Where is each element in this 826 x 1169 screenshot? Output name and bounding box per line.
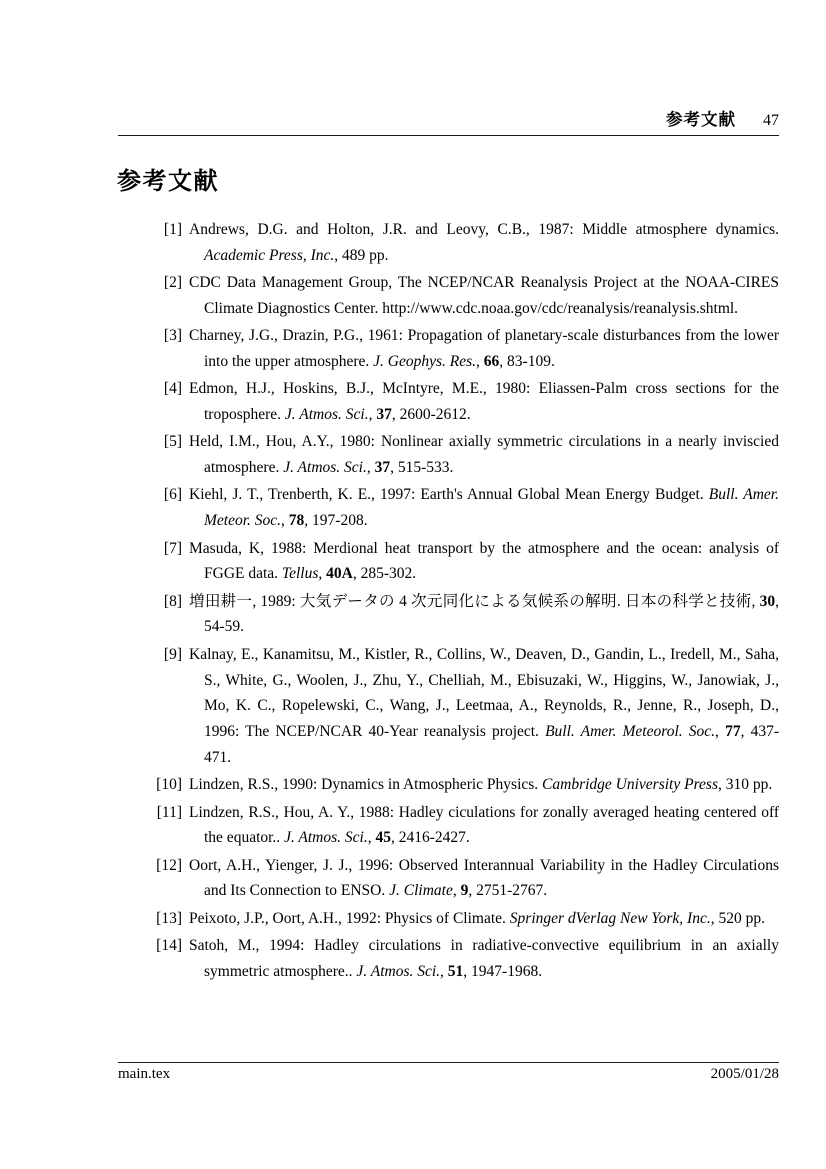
reference-number-label: [4] [163,380,182,398]
reference-text-segment: 40A [326,565,353,583]
reference-item [118,642,779,771]
reference-text-segment: 30 [759,592,776,610]
reference-text-segment: , 1947-1968. [463,962,543,980]
reference-text-segment: 77 [725,723,741,741]
footer-filename: main.tex [118,1066,171,1082]
reference-text-segment: Kiehl, J. T., Trenberth, K. E., 1997: Earth's Annual Global Mean Energy Budget. [189,486,709,504]
reference-text-segment: Kalnay, E., Kanamitsu, M., Kistler, R., Collins, W., Deaven, D., Gandin, L., Iredell, M., Saha, S., White, G., Woolen, J., Zhu, Y., Chelliah, M., Ebisuzaki, W., Higgins, W., Janowiak, J., Mo, K. C., Ropelewski, C., Wang, J., Leetmaa, A., Reynolds, R., Jenne, R., Joseph, D., 1996: The NCEP/NCAR 40-Year reanalysis project. [189,645,779,741]
reference-text-segment: J. Atmos. Sci. [284,829,368,847]
reference-text-segment: 78 [288,512,305,530]
reference-item [118,933,779,985]
reference-item [118,589,779,641]
reference-text-segment: CDC Data Management Group, The NCEP/NCAR Reanalysis Project at the NOAA-CIRES Climate Diagnostics Center. http://www.cdc.noaa.gov/cdc/reanalysis/reanalysis.shtml. [189,274,779,317]
reference-text-segment: , 83-109. [499,352,555,370]
reference-text-segment: Satoh, M., 1994: Hadley circulations in radiative-convective equilibrium in an axially symmetric atmosphere.. [189,937,779,980]
reference-text-segment: , [452,882,461,900]
reference-text-segment: , 520 pp. [710,909,765,927]
reference-text-segment: , [281,512,289,530]
reference-item [118,853,779,905]
reference-text-segment: Held, I.M., Hou, A.Y., 1980: Nonlinear axially symmetric circulations in a nearly inviscied atmosphere. [189,433,779,477]
reference-item [118,906,779,932]
reference-number-label: [13] [156,909,182,927]
reference-text-segment: , [715,723,726,741]
reference-item [118,429,779,481]
reference-item [118,376,779,428]
reference-text-segment: , 285-302. [352,565,417,583]
reference-text-segment: Lindzen, R.S., 1990: Dynamics in Atmospheric Physics. [189,776,543,794]
footer [118,1066,779,1083]
reference-text-segment: 45 [375,829,391,847]
reference-number-label: [9] [163,645,182,663]
reference-text-segment: 増田耕一, 1989: 大気データの 4 次元同化による気候系の解明. 日本の科学と技術, [189,592,760,610]
reference-text-segment: , [476,352,484,370]
reference-text-segment: Masuda, K, 1988: Merdional heat transport by the atmosphere and the ocean: analysis of FGGE data. [189,539,779,583]
chapter-title: 参考文献 [117,168,219,195]
reference-number-label: [11] [156,803,182,821]
reference-number-label: [7] [163,539,182,557]
reference-text-segment: J. Atmos. Sci. [356,962,441,980]
footer-date: 2005/01/28 [710,1066,779,1082]
running-head-page-number: 47 [763,112,779,129]
reference-text-segment: J. Geophys. Res. [373,352,477,370]
reference-item [118,323,779,375]
reference-item [118,536,779,588]
reference-text-segment: Springer dVerlag New York, Inc. [509,909,711,927]
reference-text-segment: Edmon, H.J., Hoskins, B.J., McIntyre, M.E., 1980: Eliassen-Palm cross sections for the troposphere. [189,380,779,424]
reference-text-segment: , 2751-2767. [468,882,548,900]
reference-text-segment: , [366,459,375,477]
reference-number-label: [2] [163,274,182,292]
running-head-section-title: 参考文献 [666,111,736,129]
reference-text-segment: Bull. Amer. Meteorol. Soc. [545,723,716,741]
reference-text-segment: 37 [374,459,391,477]
reference-text-segment: Academic Press, Inc. [204,246,335,264]
reference-text-segment: J. Climate [389,882,453,900]
reference-text-segment: , 2600-2612. [391,406,471,424]
reference-text-segment: Tellus [281,565,319,583]
reference-text-segment: , [440,962,448,980]
reference-text-segment: , 197-208. [304,512,368,530]
reference-text-segment: , [368,406,377,424]
reference-number-label: [1] [163,221,182,238]
running-head [118,106,779,130]
reference-text-segment: 37 [376,406,392,424]
reference-text-segment: J. Atmos. Sci. [283,459,367,477]
reference-number-label: [5] [163,433,182,451]
reference-text-segment: J. Atmos. Sci. [284,406,369,424]
reference-number-label: [10] [156,776,182,794]
reference-item [118,772,779,798]
reference-item [118,482,779,534]
reference-text-segment: Peixoto, J.P., Oort, A.H., 1992: Physics of Climate. [189,909,510,927]
reference-item [118,800,779,852]
reference-item [118,270,779,322]
reference-text-segment: Lindzen, R.S., Hou, A. Y., 1988: Hadley ciculations for zonally averaged heating centered off the equator.. [189,803,779,847]
reference-number-label: [6] [163,486,182,504]
reference-text-segment: , 2416-2427. [390,829,470,847]
reference-text-segment: Cambridge University Press [542,776,718,794]
reference-text-segment: , 489 pp. [334,246,389,264]
reference-text-segment: , [318,565,327,583]
reference-text-segment: Bull. Amer. Meteor. Soc. [204,486,779,530]
reference-item [118,217,779,269]
reference-number-label: [8] [163,592,182,610]
footer-rule [118,1062,779,1063]
reference-text-segment: , 310 pp. [717,776,773,794]
reference-text-segment: 66 [483,352,500,370]
reference-text-segment: , 54-59. [204,592,779,636]
reference-text-segment: , 515-533. [390,459,454,477]
reference-number-label: [14] [156,937,182,955]
reference-text-segment: , 437-471. [204,723,779,766]
reference-text-segment: Charney, J.G., Drazin, P.G., 1961: Propagation of planetary-scale disturbances from the lower into the upper atmosphere. [189,327,779,370]
reference-text-segment: Andrews, D.G. and Holton, J.R. and Leovy, C.B., 1987: Middle atmosphere dynamics. [189,221,779,238]
reference-number-label: [3] [163,327,182,345]
reference-number-label: [12] [156,856,182,874]
header-rule [118,135,779,136]
reference-text-segment: 51 [447,962,464,980]
reference-text-segment: , [367,829,376,847]
reference-text-segment: 9 [460,882,469,900]
reference-text-segment: Oort, A.H., Yienger, J. J., 1996: Observed Interannual Variability in the Hadley Circulations and Its Connection to ENSO. [189,856,779,900]
reference-list [118,217,779,986]
